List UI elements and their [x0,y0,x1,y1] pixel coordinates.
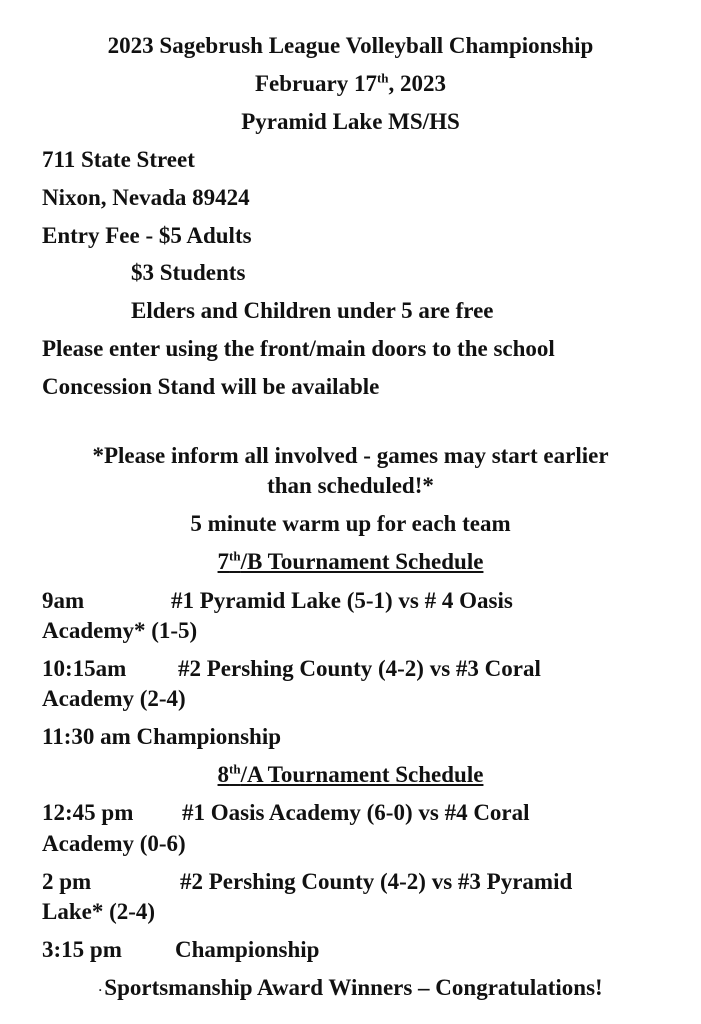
address-city: Nixon, Nevada 89424 [42,185,250,210]
event-date-main: February 17 [254,71,377,96]
fee-adults: Entry Fee - $5 Adults [42,223,252,248]
game-matchup: #1 Oasis Academy (6-0) vs #4 Coral [182,800,530,825]
event-title: 2023 Sagebrush League Volleyball Championship [107,33,594,58]
event-venue: Pyramid Lake MS/HS [241,109,460,134]
event-date-suffix-sup: th [376,70,389,86]
inform-note-line1: *Please inform all involved - games may start earlier [92,443,609,468]
address-street: 711 State Street [42,147,195,172]
schedule-7b-heading-label: /B Tournament Schedule [240,549,484,574]
footer-award-line [0,973,701,1005]
fee-free: Elders and Children under 5 are free [131,298,494,323]
game-time: 12:45 pm [42,800,134,825]
schedule-7b-heading-grade: 7 [217,549,230,574]
schedule-8a-heading [0,760,701,790]
event-date-year: , 2023 [388,71,447,96]
game-time: 10:15am [42,656,127,681]
game-time: 2 pm [42,869,92,894]
concession-note: Concession Stand will be available [42,374,380,399]
game-time: 3:15 pm [42,937,122,962]
game-matchup: #2 Pershing County (4-2) vs #3 Pyramid [180,869,573,894]
game-matchup-continuation: Lake* (2-4) [42,899,156,924]
fee-students: $3 Students [131,260,246,285]
warmup-note: 5 minute warm up for each team [190,511,511,536]
game-matchup: #1 Pyramid Lake (5-1) vs # 4 Oasis [171,588,513,613]
footer-award-text: Sportsmanship Award Winners – Congratulations! [104,975,603,1000]
game-matchup-continuation: Academy (0-6) [42,831,186,856]
game-matchup-continuation: Academy* (1-5) [42,618,198,643]
schedule-8a-heading-grade: 8 [217,762,230,787]
game-time: 9am [42,588,85,613]
schedule-8a-heading-label: /A Tournament Schedule [240,762,484,787]
game-matchup: #2 Pershing County (4-2) vs #3 Coral [178,656,541,681]
inform-note-line2: than scheduled!* [267,473,434,498]
game-matchup-continuation: Academy (2-4) [42,686,186,711]
schedule-7b-heading-sup: th [229,548,241,564]
schedule-7b-heading [0,547,701,577]
event-date [0,69,701,99]
entrance-note: Please enter using the front/main doors to the school [42,336,555,361]
championship-label: Championship [175,937,320,962]
schedule-8a-heading-sup: th [229,761,241,777]
schedule-7b-championship: 11:30 am Championship [42,724,282,749]
bullet-icon: · [98,982,103,997]
